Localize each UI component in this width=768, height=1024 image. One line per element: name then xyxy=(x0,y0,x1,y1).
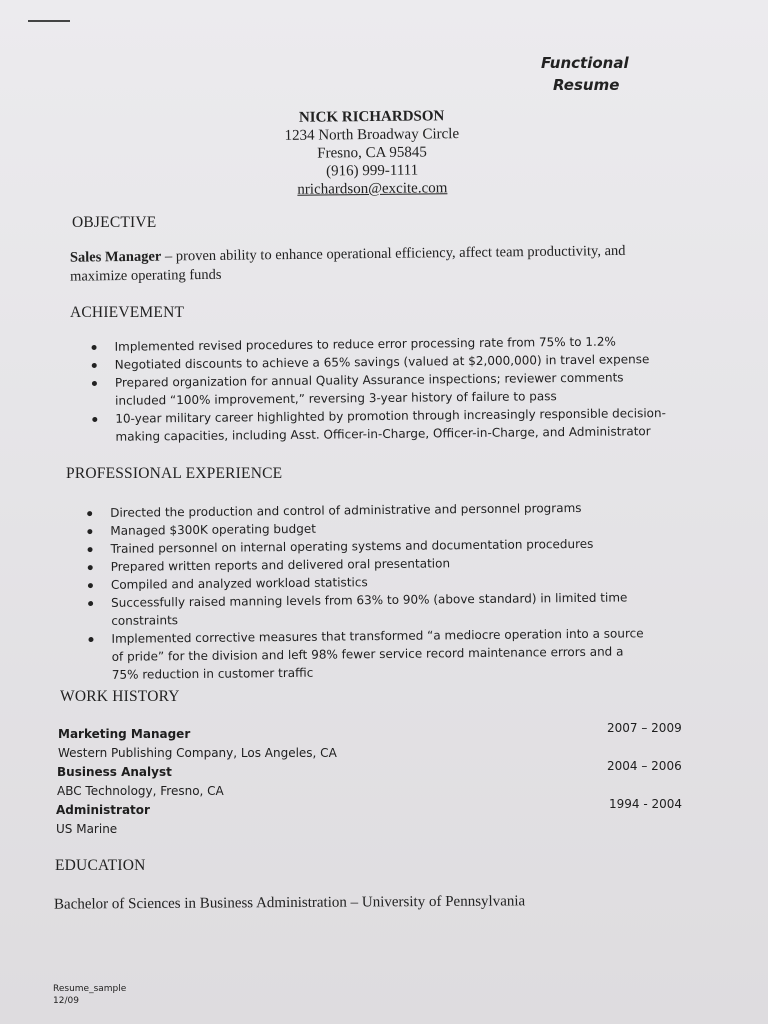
job-entry xyxy=(57,763,224,801)
resume-type-line2: Resume xyxy=(553,76,620,94)
objective-text xyxy=(70,241,670,286)
list-item: Directed the production and control of administrative and personnel programs xyxy=(83,498,681,522)
job-title: Business Analyst xyxy=(57,765,172,779)
list-item: 10-year military career highlighted by promotion through increasingly responsible decision-making capacities, including Asst. Officer-in-Charge, Officer-in-Charge, and Administrator xyxy=(88,404,668,446)
pen-mark xyxy=(28,20,70,22)
experience-heading: PROFESSIONAL EXPERIENCE xyxy=(66,465,283,482)
list-item: Successfully raised manning levels from 63% to 90% (above standard) in limited time constraints xyxy=(84,588,682,630)
experience-list xyxy=(83,498,683,684)
list-item: Managed $300K operating budget xyxy=(83,516,681,540)
list-item: Implemented revised procedures to reduce error processing rate from 75% to 1.2% xyxy=(87,332,667,356)
resume-type-label xyxy=(541,52,629,96)
job-entry xyxy=(58,725,337,763)
achievement-list xyxy=(87,332,668,446)
phone-line: (916) 999-1111 xyxy=(326,162,419,180)
job-company: ABC Technology, Fresno, CA xyxy=(57,784,224,798)
work-heading: WORK HISTORY xyxy=(60,688,180,705)
education-heading: EDUCATION xyxy=(55,857,146,874)
footer-note xyxy=(53,983,126,1007)
contact-header xyxy=(272,107,473,199)
list-item: Compiled and analyzed workload statistics xyxy=(84,570,682,594)
job-dates: 1994 - 2004 xyxy=(609,797,683,811)
address-line: 1234 North Broadway Circle xyxy=(284,126,460,144)
list-item: Prepared written reports and delivered oral presentation xyxy=(84,552,682,576)
job-company: Western Publishing Company, Los Angeles, CA xyxy=(58,746,337,760)
city-line: Fresno, CA 95845 xyxy=(317,144,427,162)
list-item: Implemented corrective measures that transformed “a mediocre operation into a source of pride” for the division and left 98% fewer service record maintenance errors and a 75% reduction in customer traffic xyxy=(84,624,683,684)
job-dates: 2004 – 2006 xyxy=(607,759,682,773)
job-dates: 2007 – 2009 xyxy=(607,721,682,735)
list-item: Prepared organization for annual Quality Assurance inspections; reviewer comments included “100% improvement,” reversing 3-year history of failure to pass xyxy=(88,368,668,410)
applicant-name: NICK RICHARDSON xyxy=(298,108,445,126)
footer-date: 12/09 xyxy=(53,996,79,1006)
experience-section xyxy=(83,498,683,684)
list-item: Trained personnel on internal operating systems and documentation procedures xyxy=(83,534,681,558)
footer-filename: Resume_sample xyxy=(53,984,127,994)
education-degree: Bachelor of Sciences in Business Administration – University of Pennsylvania xyxy=(53,893,526,913)
objective-description: – proven ability to enhance operational efficiency, affect team productivity, and maximize operating funds xyxy=(70,242,626,285)
list-item: Negotiated discounts to achieve a 65% savings (valued at $2,000,000) in travel expense xyxy=(88,350,668,374)
achievement-section xyxy=(87,332,668,446)
email-link[interactable]: nrichardson@excite.com xyxy=(297,180,448,198)
objective-heading: OBJECTIVE xyxy=(72,214,157,231)
job-title: Marketing Manager xyxy=(58,727,191,741)
achievement-heading: ACHIEVEMENT xyxy=(70,304,185,321)
job-entry xyxy=(56,801,150,839)
job-company: US Marine xyxy=(56,822,118,836)
resume-type-line1: Functional xyxy=(541,54,629,72)
objective-title: Sales Manager xyxy=(69,248,162,266)
job-title: Administrator xyxy=(56,803,150,817)
